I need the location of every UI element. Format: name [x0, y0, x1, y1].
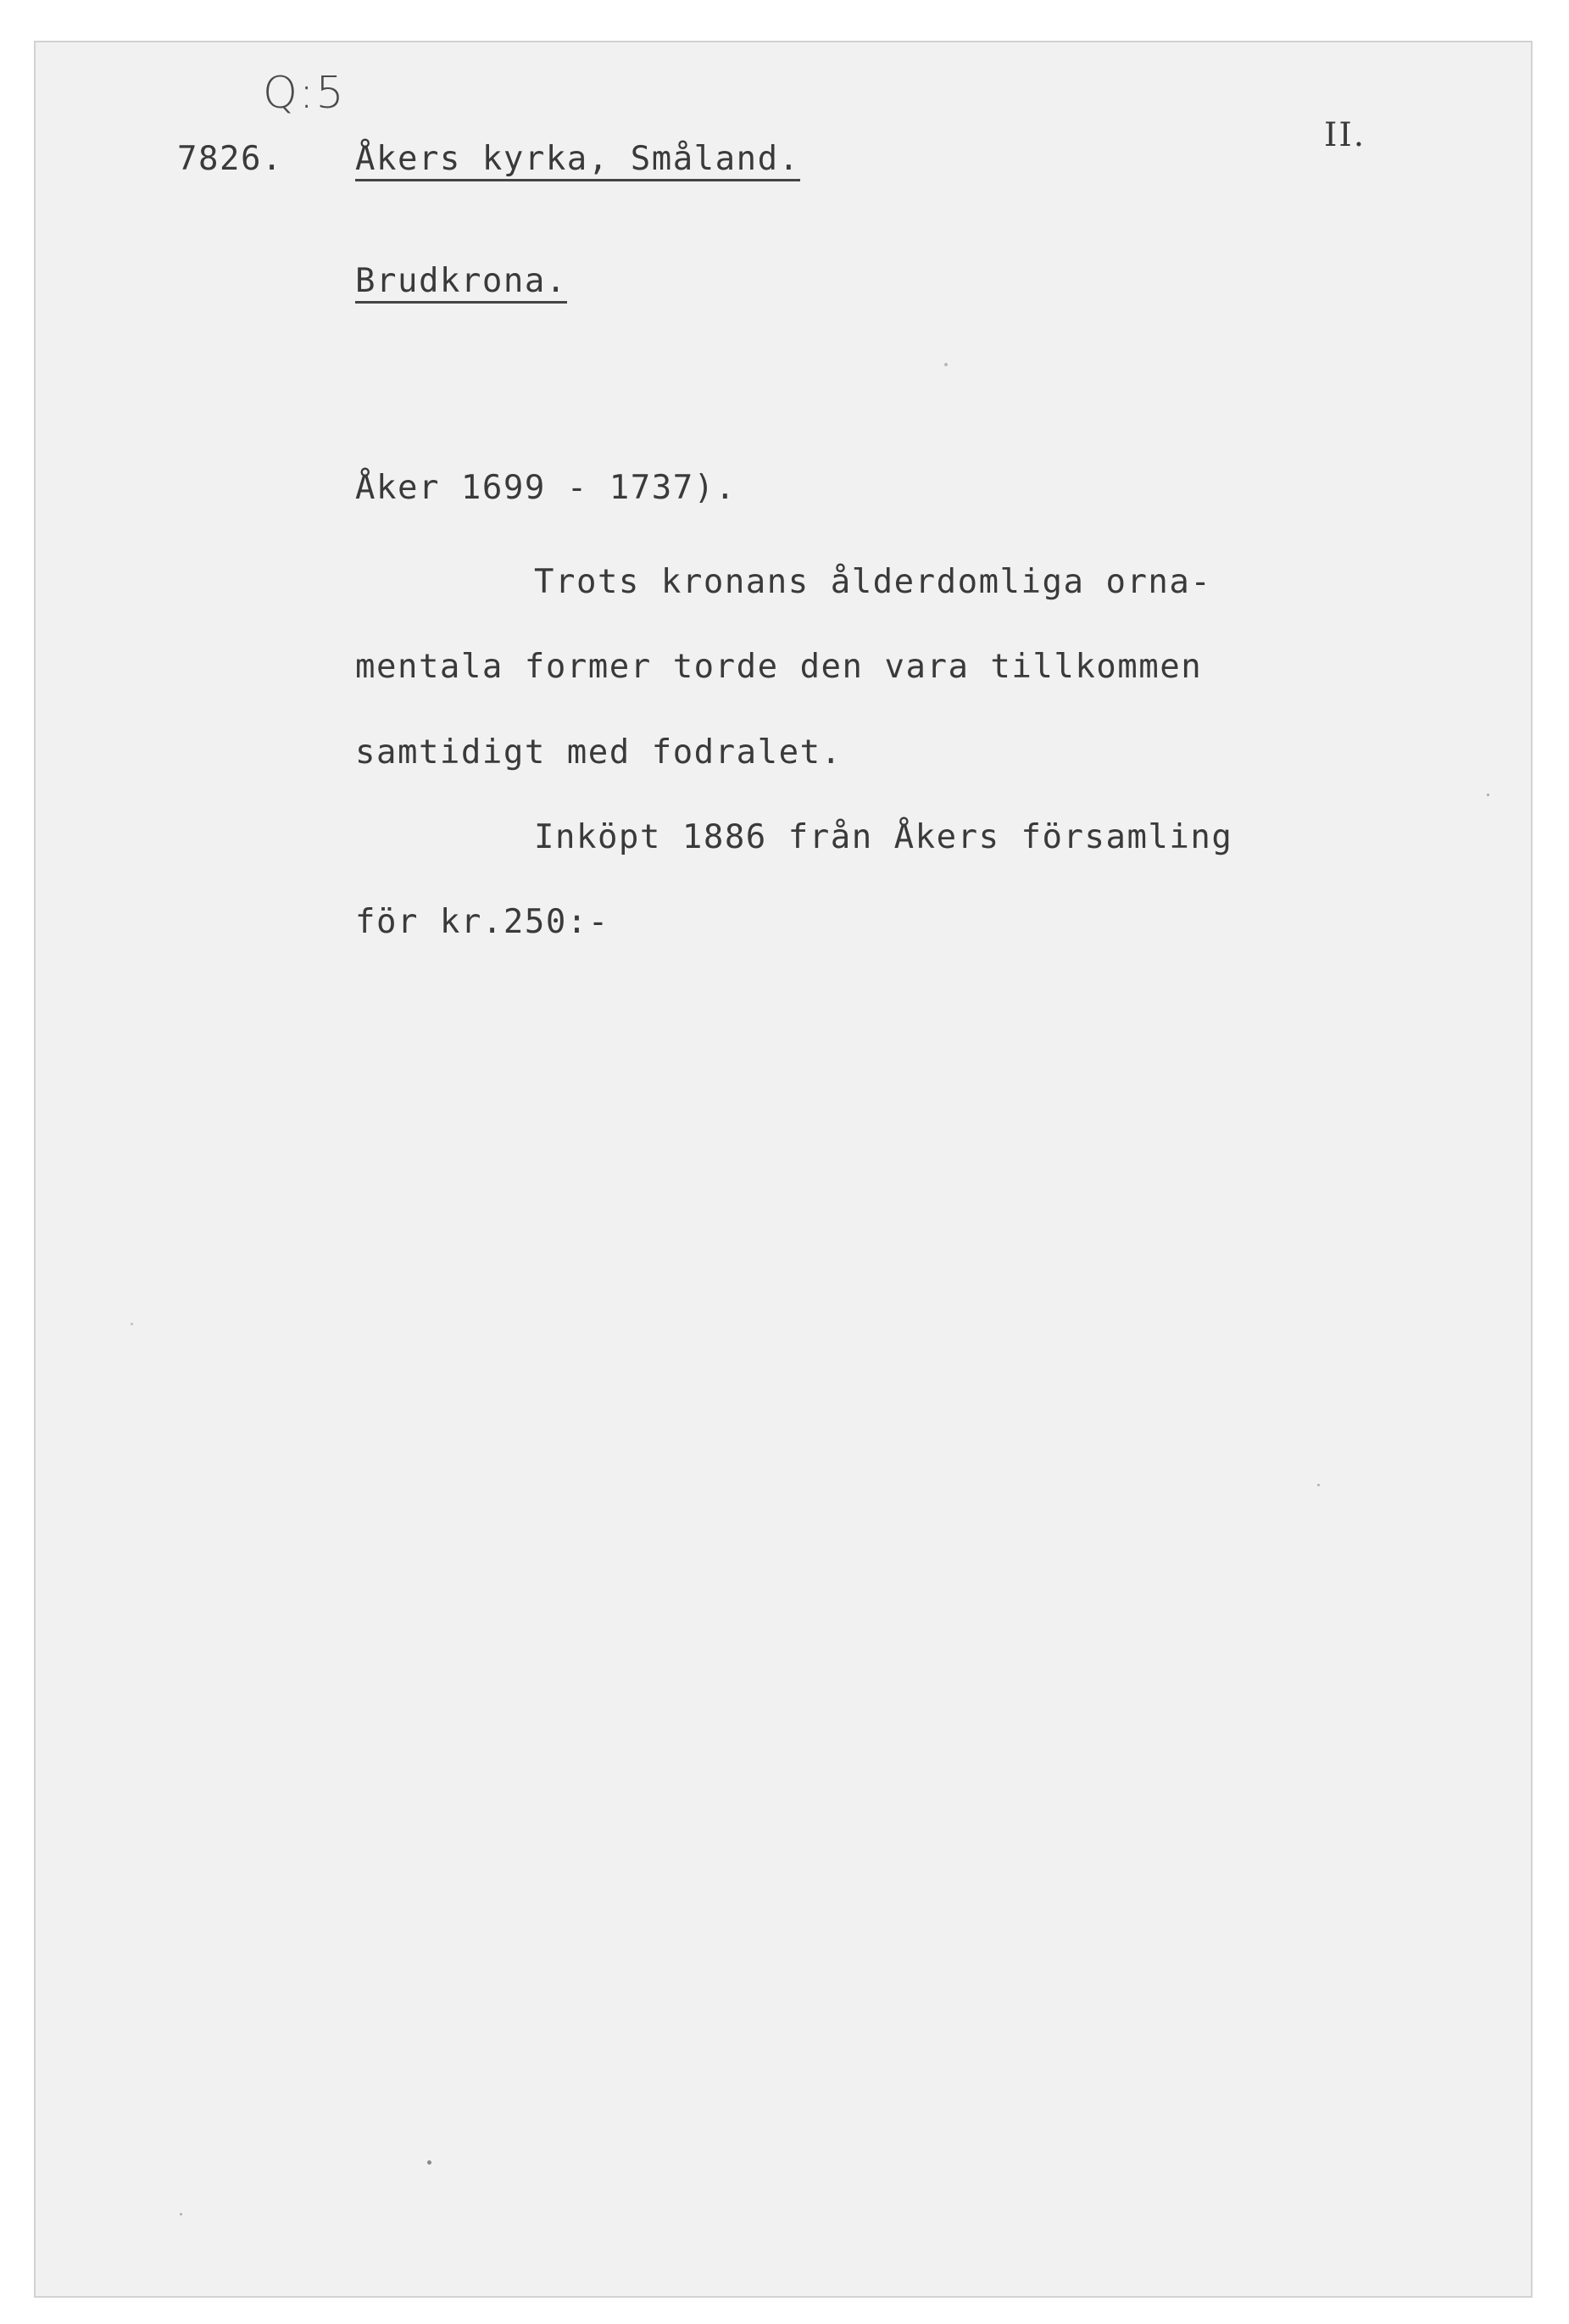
catalog-number: 7826.	[177, 140, 283, 178]
page-marker: II.	[1324, 116, 1366, 154]
catalog-card	[34, 41, 1533, 2298]
body-line: mentala former torde den vara tillkommen	[355, 648, 1203, 686]
body-line: Inköpt 1886 från Åkers församling	[534, 818, 1233, 856]
paper-speck	[131, 1323, 133, 1325]
paper-speck	[1317, 1484, 1320, 1486]
handwritten-mark: Q:5	[263, 68, 346, 119]
subject-heading: Brudkrona.	[355, 265, 567, 304]
body-line: Trots kronans ålderdomliga orna-	[534, 563, 1212, 601]
date-line: Åker 1699 - 1737).	[355, 469, 737, 507]
paper-speck	[427, 2160, 431, 2165]
card-title: Åkers kyrka, Småland.	[355, 142, 800, 181]
paper-speck	[944, 363, 948, 366]
body-line: för kr.250:-	[355, 903, 609, 941]
paper-speck	[1487, 794, 1489, 796]
paper-speck	[180, 2213, 182, 2215]
body-line: samtidigt med fodralet.	[355, 733, 843, 772]
